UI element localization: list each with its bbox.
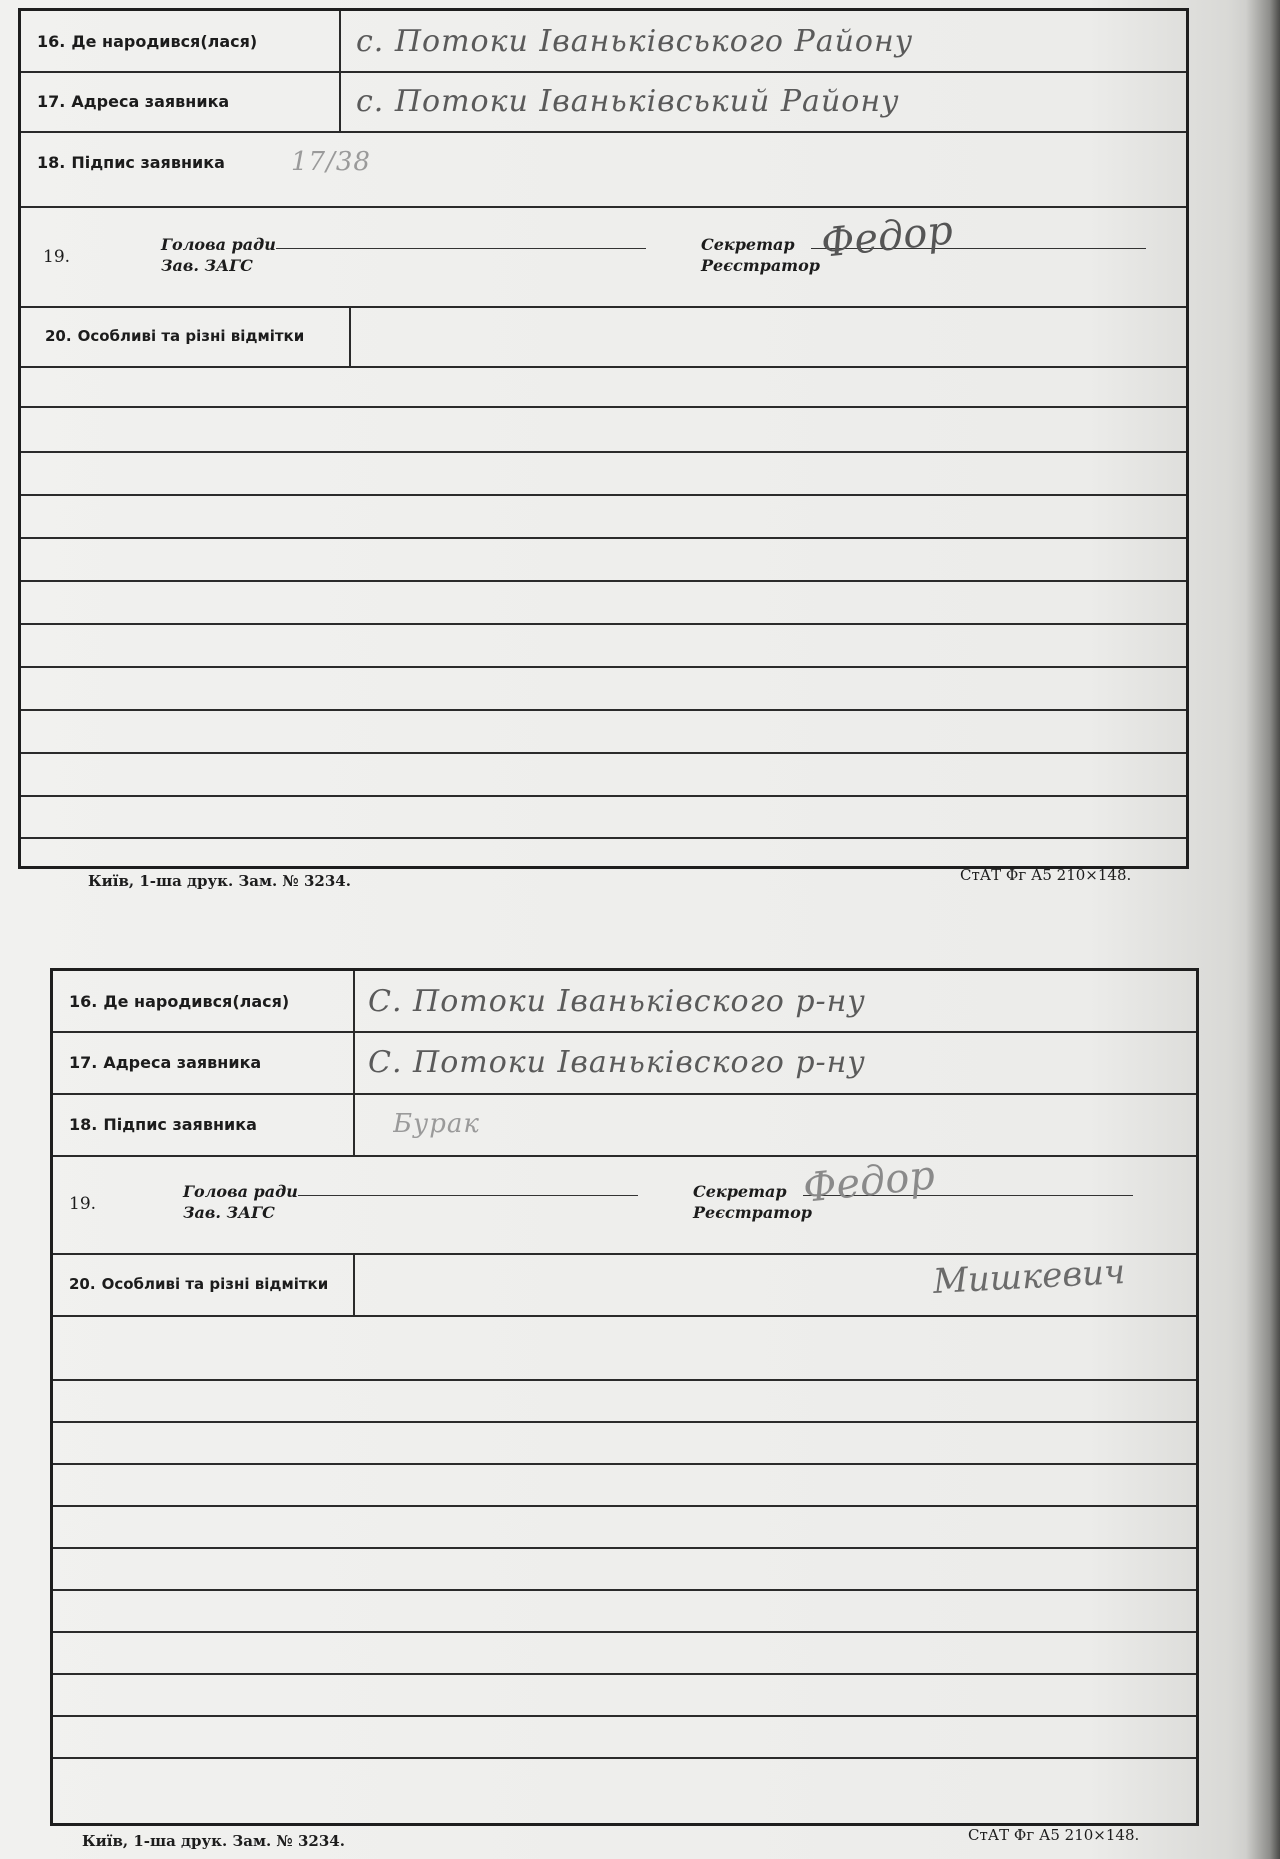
address-label: [53, 1031, 355, 1093]
blank-line: [21, 709, 1186, 711]
blank-line: [21, 580, 1186, 582]
secretary-titles: [693, 1181, 812, 1223]
address-value: с. Потоки Іваньківський Району: [356, 83, 900, 119]
remarks-label: [53, 1253, 355, 1315]
secretary-title: Секретар: [701, 235, 795, 254]
officials-row: [21, 208, 1186, 308]
registrar-title: Реєстратор: [693, 1203, 812, 1222]
birthplace-row: [21, 11, 1186, 73]
remarks-label: [21, 306, 351, 366]
form-code: СтАТ Фг А5 210×148.: [960, 866, 1132, 884]
blank-line: [53, 1589, 1196, 1591]
birthplace-label: [21, 11, 341, 71]
remarks-signature: Мишкевич: [932, 1251, 1127, 1303]
address-row: [21, 71, 1186, 133]
blank-line: [21, 494, 1186, 496]
printer-imprint: Київ, 1-ша друк. Зам. № 3234.: [88, 872, 351, 890]
remarks-row: [21, 306, 1186, 368]
head-signature-line: [276, 248, 646, 249]
blank-line: [21, 537, 1186, 539]
applicant-signature-label: [53, 1093, 355, 1155]
address-label-text: Адреса заявника: [71, 91, 230, 111]
form-code: СтАТ Фг А5 210×148.: [968, 1826, 1140, 1844]
applicant-signature-label-number: 18.: [69, 1114, 98, 1134]
blank-line: [21, 451, 1186, 453]
blank-line: [21, 795, 1186, 797]
head-title: Голова ради: [183, 1182, 298, 1201]
remarks-label-number: 20.: [69, 1275, 96, 1293]
applicant-signature-label-text: Підпис заявника: [71, 152, 225, 172]
blank-line: [21, 623, 1186, 625]
address-label-text: Адреса заявника: [103, 1052, 262, 1072]
head-title: Голова ради: [161, 235, 276, 254]
remarks-label-text: Особливі та різні відмітки: [77, 327, 305, 345]
applicant-signature-row: [53, 1093, 1196, 1157]
blank-line: [21, 666, 1186, 668]
remarks-row: [53, 1253, 1196, 1317]
blank-line: [53, 1757, 1196, 1759]
secretary-signature: Федор: [818, 207, 955, 267]
birthplace-value: С. Потоки Іваньківского р-ну: [368, 983, 866, 1019]
page-edge: [1246, 0, 1280, 1859]
blank-line: [21, 406, 1186, 408]
head-titles: [161, 234, 276, 276]
applicant-signature-row: [21, 131, 1186, 193]
applicant-signature-value: Бурак: [393, 1109, 480, 1139]
blank-line: [53, 1547, 1196, 1549]
blank-line: [53, 1379, 1196, 1381]
registrar-title: Реєстратор: [701, 256, 820, 275]
applicant-signature-label-number: 18.: [37, 152, 66, 172]
registration-form-top: [18, 8, 1189, 869]
address-row: [53, 1031, 1196, 1095]
birthplace-label-text: Де народився(лася): [71, 31, 258, 51]
officials-row-number: 19.: [69, 1194, 97, 1214]
secretary-title: Секретар: [693, 1182, 787, 1201]
registry-head-title: Зав. ЗАГС: [161, 256, 253, 275]
remarks-label-number: 20.: [45, 327, 72, 345]
birthplace-label: [53, 971, 355, 1031]
applicant-signature-label-text: Підпис заявника: [103, 1114, 257, 1134]
head-signature-line: [298, 1195, 638, 1196]
address-label: [21, 71, 341, 131]
birthplace-label-number: 16.: [37, 31, 66, 51]
officials-row-number: 19.: [43, 247, 71, 267]
blank-line: [53, 1673, 1196, 1675]
blank-line: [53, 1631, 1196, 1633]
birthplace-row: [53, 971, 1196, 1033]
address-value: С. Потоки Іваньківского р-ну: [368, 1044, 866, 1080]
printer-imprint: Київ, 1-ша друк. Зам. № 3234.: [82, 1832, 345, 1850]
blank-line: [21, 752, 1186, 754]
birthplace-label-text: Де народився(лася): [103, 991, 290, 1011]
birthplace-value: с. Потоки Іваньківського Району: [356, 23, 914, 59]
blank-line: [53, 1505, 1196, 1507]
remarks-label-text: Особливі та різні відмітки: [101, 1275, 329, 1293]
address-label-number: 17.: [37, 91, 66, 111]
head-titles: [183, 1181, 298, 1223]
registration-form-bottom: [50, 968, 1199, 1826]
blank-line: [53, 1421, 1196, 1423]
secretary-titles: [701, 234, 820, 276]
blank-line: [53, 1463, 1196, 1465]
registry-head-title: Зав. ЗАГС: [183, 1203, 275, 1222]
secretary-signature: Федор: [800, 1152, 937, 1212]
officials-row: [53, 1152, 1196, 1255]
birthplace-label-number: 16.: [69, 991, 98, 1011]
applicant-signature-value: 17/38: [291, 147, 371, 177]
blank-line: [21, 837, 1186, 839]
blank-line: [53, 1715, 1196, 1717]
address-label-number: 17.: [69, 1052, 98, 1072]
